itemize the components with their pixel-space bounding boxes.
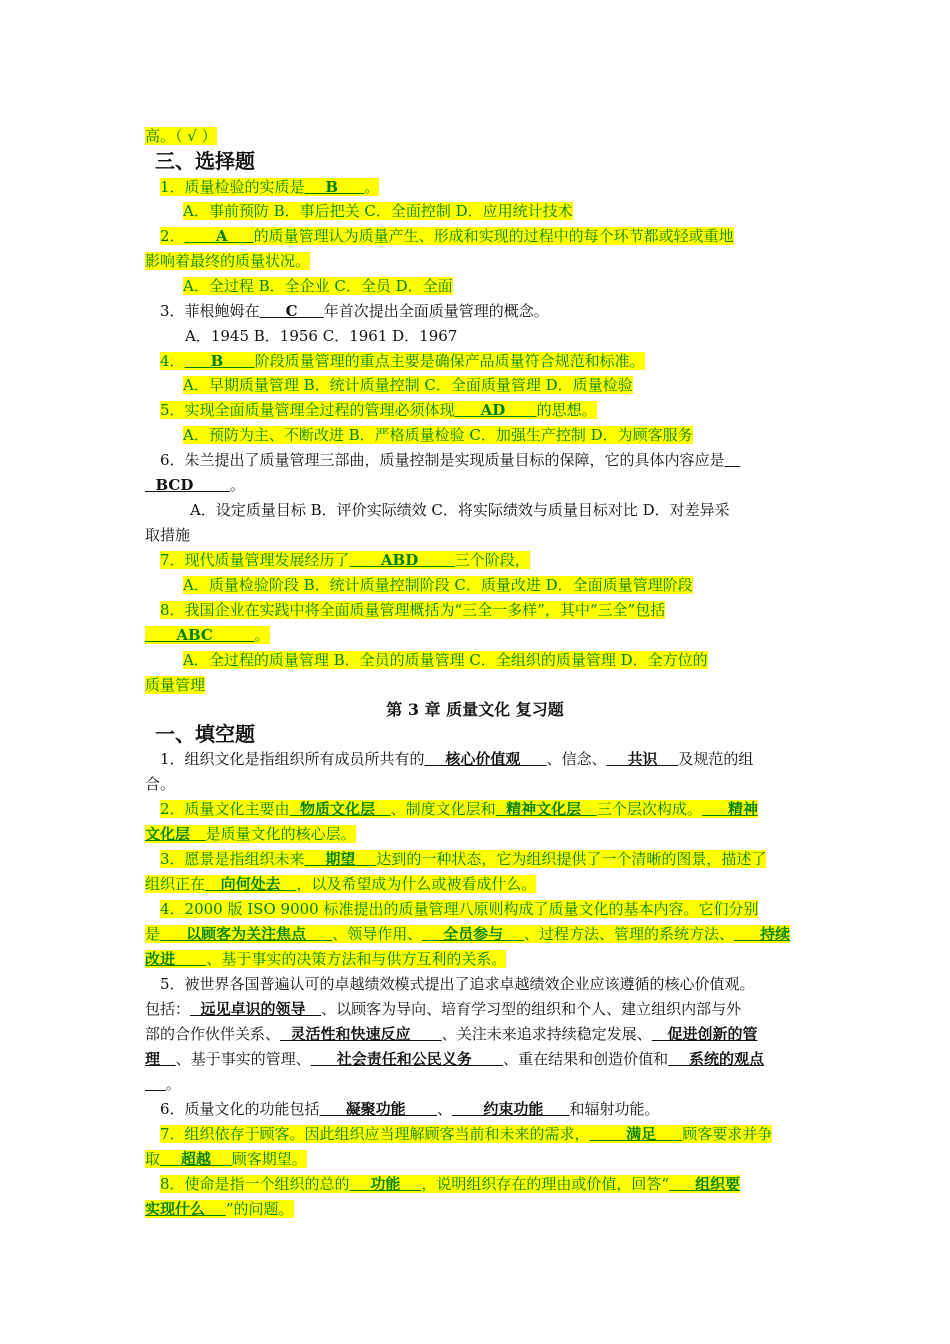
answer-blank: C bbox=[259, 302, 324, 320]
question-5-options: A．预防为主、不断改进 B．严格质量检验 C．加强生产控制 D．为顾客服务 bbox=[183, 426, 693, 444]
answer-blank: 功能 bbox=[349, 1175, 422, 1193]
fill-question-1-cont: 合。 bbox=[145, 775, 176, 793]
question-5: 5．实现全面质量管理全过程的管理必须体现 AD 的思想。 bbox=[160, 401, 597, 419]
answer-blank: 持续 bbox=[734, 925, 791, 943]
answer-blank: 远见卓识的领导 bbox=[190, 1000, 322, 1018]
fill-question-5-line2: 包括： 远见卓识的领导 、以顾客为导向、培育学习型的组织和个人、建立组织内部与外 bbox=[145, 1000, 742, 1018]
answer-blank: AD bbox=[454, 401, 537, 419]
question-8: 8．我国企业在实践中将全面质量管理概括为“三全一多样”，其中“三全”包括 bbox=[160, 601, 666, 619]
answer-blank: 实现什么 bbox=[145, 1200, 226, 1218]
chapter-title: 第 3 章 质量文化 复习题 bbox=[386, 700, 564, 719]
fill-question-2: 2．质量文化主要由 物质文化层 、制度文化层和 精神文化层 三个层次构成。 精神 bbox=[160, 800, 758, 818]
fill-question-5-line4: 理 、基于事实的管理、 社会责任和公民义务 、重在结果和创造价值和 系统的观点 bbox=[145, 1050, 765, 1068]
answer-blank: 以顾客为关注焦点 bbox=[160, 925, 333, 943]
question-6-options-cont: 取措施 bbox=[145, 526, 191, 544]
fill-question-5: 5．被世界各国普遍认可的卓越绩效模式提出了追求卓越绩效企业应该遵循的核心价值观。 bbox=[160, 975, 755, 993]
answer-blank: 共识 bbox=[606, 750, 679, 768]
answer-blank: 凝聚功能 bbox=[319, 1100, 437, 1118]
question-6-cont: BCD 。 bbox=[145, 476, 245, 494]
fill-question-4-line2: 是 以顾客为关注焦点 、领导作用、 全员参与 、过程方法、管理的系统方法、 持续 bbox=[145, 925, 791, 943]
fill-question-6: 6．质量文化的功能包括 凝聚功能 、 约束功能 和辐射功能。 bbox=[160, 1100, 660, 1118]
question-6-options: A．设定质量目标 B．评价实际绩效 C．将实际绩效与质量目标对比 D．对差异采 bbox=[190, 501, 730, 519]
answer-blank: ABD bbox=[349, 551, 455, 569]
answer-blank: 灵活性和快速反应 bbox=[280, 1025, 442, 1043]
section-3-heading: 三、选择题 bbox=[155, 149, 255, 173]
answer-blank: 向何处去 bbox=[205, 875, 297, 893]
question-7: 7．现代质量管理发展经历了 ABD 三个阶段， bbox=[160, 551, 530, 569]
answer-blank: 超越 bbox=[160, 1150, 232, 1168]
question-2: 2． A 的质量管理认为质量产生、形成和实现的过程中的每个环节都或轻或重地 bbox=[160, 227, 734, 245]
fill-question-8-cont: 实现什么 ”的问题。 bbox=[145, 1200, 294, 1218]
fill-question-8: 8．使命是指一个组织的总的 功能 ，说明组织存在的理由或价值，回答“ 组织要 bbox=[160, 1175, 741, 1193]
answer-blank bbox=[145, 1075, 166, 1093]
question-8-options: A．全过程的质量管理 B．全员的质量管理 C．全组织的质量管理 D．全方位的 bbox=[183, 651, 708, 669]
question-2-cont: 影响着最终的质量状况。 bbox=[145, 252, 311, 270]
section-1-heading: 一、填空题 bbox=[155, 722, 255, 746]
answer-blank: A bbox=[184, 227, 254, 245]
question-8-cont: ABC 。 bbox=[145, 626, 270, 644]
answer-blank: 组织要 bbox=[669, 1175, 741, 1193]
answer-blank bbox=[725, 451, 741, 469]
question-4: 4． B 阶段质量管理的重点主要是确保产品质量符合规范和标准。 bbox=[160, 352, 645, 370]
answer-blank: 核心价值观 bbox=[424, 750, 547, 768]
answer-blank: 文化层 bbox=[145, 825, 206, 843]
fill-question-5-line3: 部的合作伙伴关系、 灵活性和快速反应 、关注未来追求持续稳定发展、 促进创新的管 bbox=[145, 1025, 758, 1043]
carryover-line bbox=[145, 124, 810, 149]
question-4-options: A．早期质量管理 B．统计质量控制 C．全面质量管理 D．质量检验 bbox=[183, 376, 633, 394]
fill-question-3: 3．愿景是指组织未来 期望 达到的一种状态，它为组织提供了一个清晰的图景，描述了 bbox=[160, 850, 767, 868]
answer-blank: 满足 bbox=[589, 1125, 683, 1143]
answer-blank: 期望 bbox=[304, 850, 377, 868]
question-2-options: A．全过程 B．全企业 C．全员 D．全面 bbox=[183, 277, 453, 295]
question-1-options: A．事前预防 B．事后把关 C．全面控制 D．应用统计技术 bbox=[183, 202, 573, 220]
fill-question-3-cont: 组织正在 向何处去 ，以及希望成为什么或被看成什么。 bbox=[145, 875, 537, 893]
answer-blank: BCD bbox=[145, 476, 230, 494]
answer-blank: B bbox=[304, 178, 365, 196]
answer-blank: 精神文化层 bbox=[495, 800, 597, 818]
fill-question-1: 1．组织文化是指组织所有成员所共有的 核心价值观 、信念、 共识 及规范的组 bbox=[160, 750, 754, 768]
fill-question-4-line3: 改进 、基于事实的决策方法和与供方互利的关系。 bbox=[145, 950, 507, 968]
answer-blank: 物质文化层 bbox=[289, 800, 391, 818]
answer-blank: 改进 bbox=[145, 950, 207, 968]
fill-question-7-cont: 取 超越 顾客期望。 bbox=[145, 1150, 307, 1168]
question-3-options: A．1945 B．1956 C．1961 D．1967 bbox=[185, 327, 458, 345]
answer-blank: ABC bbox=[145, 626, 255, 644]
fill-question-5-line5: 。 bbox=[145, 1072, 810, 1097]
question-7-options: A．质量检验阶段 B．统计质量控制阶段 C．质量改进 D．全面质量管理阶段 bbox=[183, 576, 693, 594]
question-6: 6．朱兰提出了质量管理三部曲，质量控制是实现质量目标的保障，它的具体内容应是 bbox=[160, 448, 825, 473]
answer-blank: 精神 bbox=[701, 800, 758, 818]
answer-blank: 社会责任和公民义务 bbox=[310, 1050, 504, 1068]
answer-blank: 约束功能 bbox=[452, 1100, 570, 1118]
answer-blank: 促进创新的管 bbox=[651, 1025, 758, 1043]
answer-blank: 理 bbox=[145, 1050, 176, 1068]
answer-blank: B bbox=[184, 352, 255, 370]
question-3: 3．菲根鲍姆在 C 年首次提出全面质量管理的概念。 bbox=[160, 302, 549, 320]
fill-question-4: 4．2000 版 ISO 9000 标准提出的质量管理八原则构成了质量文化的基本内容。它们分别 bbox=[160, 900, 759, 918]
answer-blank: 系统的观点 bbox=[668, 1050, 765, 1068]
question-8-options-cont: 质量管理 bbox=[145, 676, 206, 694]
fill-question-7: 7．组织依存于顾客。因此组织应当理解顾客当前和未来的需求， 满足 顾客要求并争 bbox=[160, 1125, 773, 1143]
answer-blank: 全员参与 bbox=[422, 925, 525, 943]
fill-question-2-cont: 文化层 是质量文化的核心层。 bbox=[145, 825, 356, 843]
question-1: 1．质量检验的实质是 B 。 bbox=[160, 178, 380, 196]
carryover-text: 高。（ √ ） bbox=[145, 127, 217, 145]
